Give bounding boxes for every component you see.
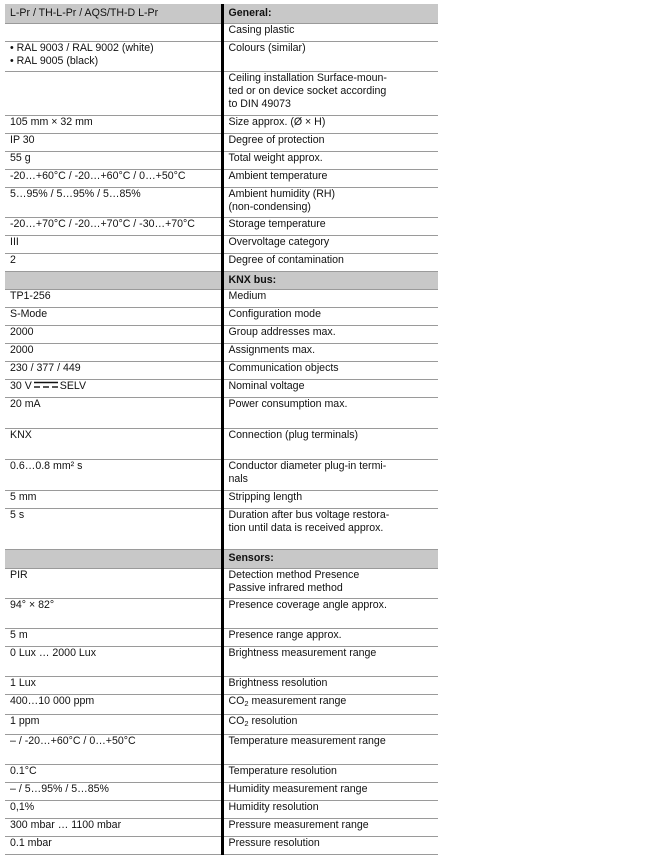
value-cell: 2000 [5,343,222,361]
value-cell: TP1-256 [5,289,222,307]
table-row [5,800,438,818]
co2-label-suffix: measurement range [248,694,347,707]
table-row [5,151,438,169]
value-cell: 94° × 82° [5,598,222,628]
section-header-sensors [5,549,438,568]
value-cell [5,41,222,71]
value-cell: 0.6…0.8 mm² s [5,459,222,490]
label-cell: Ambient humidity (RH) (non-condensing) [222,187,438,217]
value-cell: -20…+70°C / -20…+70°C / -30…+70°C [5,217,222,235]
label-cell: Total weight approx. [222,151,438,169]
value-cell: 2000 [5,325,222,343]
table-row [5,459,438,490]
table-row [5,169,438,187]
value-cell: 0,1% [5,800,222,818]
value-cell: 300 mbar … 1100 mbar [5,818,222,836]
table-row [5,782,438,800]
table-row [5,343,438,361]
section-title-sensors: Sensors: [222,549,438,568]
label-cell: Size approx. (Ø × H) [222,115,438,133]
technical-data-table [5,4,438,855]
value-cell: – / 5…95% / 5…85% [5,782,222,800]
label-cell: Brightness resolution [222,676,438,694]
value-cell: 0.1 mbar [5,836,222,854]
table-row [5,115,438,133]
table-row [5,676,438,694]
label-cell: Temperature measurement range [222,734,438,764]
table-row [5,325,438,343]
label-cell [222,694,438,714]
table-row [5,379,438,397]
table-row [5,361,438,379]
value-cell: 400…10 000 ppm [5,694,222,714]
value-cell: – / -20…+60°C / 0…+50°C [5,734,222,764]
section-header-general [5,4,438,23]
table-row [5,187,438,217]
value-cell: 5 m [5,628,222,646]
label-cell: Degree of protection [222,133,438,151]
value-cell: 230 / 377 / 449 [5,361,222,379]
product-title: L-Pr / TH-L-Pr / AQS/TH-D L-Pr [5,4,222,23]
table-row [5,307,438,325]
label-cell: Stripping length [222,490,438,508]
value-cell: 1 ppm [5,714,222,734]
table-row [5,289,438,307]
table-row [5,598,438,628]
value-cell [5,379,222,397]
colour-list [10,42,221,68]
table-row [5,23,438,41]
label-cell: Casing plastic [222,23,438,41]
label-cell: Degree of contamination [222,253,438,271]
value-cell: 0.1°C [5,764,222,782]
label-cell: Overvoltage category [222,235,438,253]
table-row [5,217,438,235]
table-row [5,568,438,598]
voltage-class: SELV [59,379,87,392]
value-cell [5,71,222,115]
value-cell: IP 30 [5,133,222,151]
value-cell: PIR [5,568,222,598]
table-row [5,41,438,71]
label-cell: Nominal voltage [222,379,438,397]
co2-subscript: 2 [244,718,249,728]
table-row [5,428,438,459]
label-cell: Connection (plug terminals) [222,428,438,459]
label-cell: Temperature resolution [222,764,438,782]
co2-subscript: 2 [244,698,249,708]
label-cell: Colours (similar) [222,41,438,71]
value-cell [5,549,222,568]
section-title-general: General: [222,4,438,23]
label-cell: Brightness measurement range [222,646,438,676]
value-cell: III [5,235,222,253]
label-cell: Medium [222,289,438,307]
label-cell: Group addresses max. [222,325,438,343]
value-cell: 55 g [5,151,222,169]
label-cell: Ambient temperature [222,169,438,187]
table-row [5,628,438,646]
section-title-knx: KNX bus: [222,271,438,289]
table-row [5,734,438,764]
label-cell: Humidity resolution [222,800,438,818]
table-row [5,397,438,428]
label-cell: Humidity measurement range [222,782,438,800]
table-row [5,646,438,676]
dc-symbol-icon [33,381,59,389]
label-cell: Presence range approx. [222,628,438,646]
section-header-knx [5,271,438,289]
value-cell: -20…+60°C / -20…+60°C / 0…+50°C [5,169,222,187]
label-cell: Pressure measurement range [222,818,438,836]
label-cell: Conductor diameter plug-in termi- nals [222,459,438,490]
value-cell: S-Mode [5,307,222,325]
table-row [5,71,438,115]
label-cell: Ceiling installation Surface-moun- ted or on device socket according to DIN 49073 [222,71,438,115]
list-item: • RAL 9005 (black) [10,55,221,68]
label-cell: Configuration mode [222,307,438,325]
value-cell: 5 s [5,508,222,549]
value-cell: 5 mm [5,490,222,508]
table-row [5,133,438,151]
value-cell: 2 [5,253,222,271]
table-row [5,714,438,734]
table-row [5,490,438,508]
label-cell: Communication objects [222,361,438,379]
voltage-value: 30 V [10,379,32,392]
table-row [5,836,438,854]
label-cell: Pressure resolution [222,836,438,854]
value-cell [5,271,222,289]
label-cell: Power consumption max. [222,397,438,428]
co2-label-prefix: CO [228,694,245,707]
label-cell [222,714,438,734]
value-cell: 5…95% / 5…95% / 5…85% [5,187,222,217]
table-row [5,235,438,253]
value-cell: 20 mA [5,397,222,428]
table-row [5,253,438,271]
label-cell: Storage temperature [222,217,438,235]
label-cell: Detection method Presence Passive infrared method [222,568,438,598]
co2-label-suffix: resolution [248,714,298,727]
value-cell: 1 Lux [5,676,222,694]
table-row [5,818,438,836]
label-cell: Duration after bus voltage restora- tion until data is received approx. [222,508,438,549]
value-cell: 105 mm × 32 mm [5,115,222,133]
label-cell: Assignments max. [222,343,438,361]
co2-label-prefix: CO [228,714,245,727]
label-cell: Presence coverage angle approx. [222,598,438,628]
table-row [5,508,438,549]
table-row [5,764,438,782]
list-item: • RAL 9003 / RAL 9002 (white) [10,42,221,55]
table-row [5,694,438,714]
value-cell: KNX [5,428,222,459]
value-cell [5,23,222,41]
value-cell: 0 Lux … 2000 Lux [5,646,222,676]
